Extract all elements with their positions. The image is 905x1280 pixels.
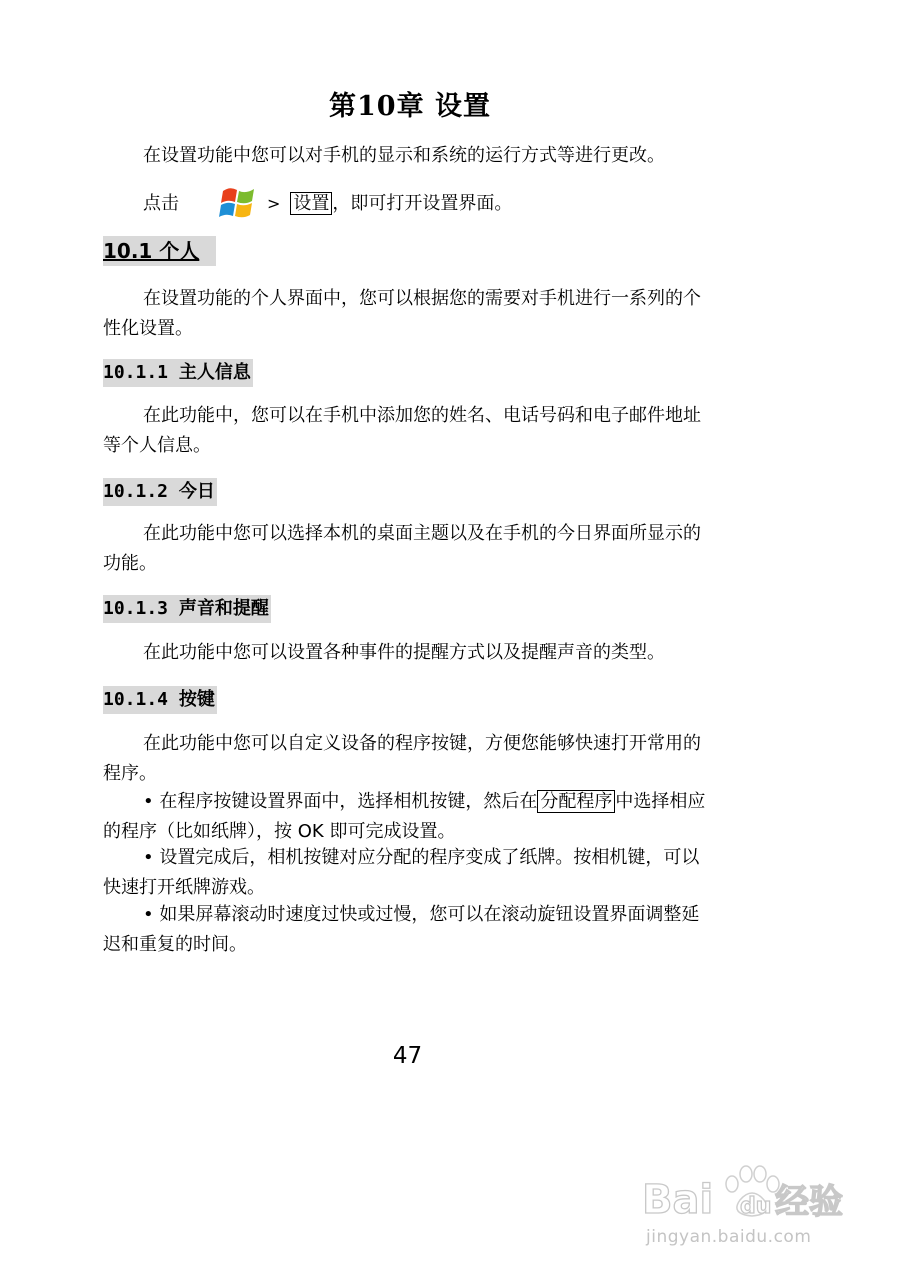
ok-key-label: OK (297, 821, 324, 842)
section-text-10-1-3: 在此功能中您可以设置各种事件的提醒方式以及提醒声音的类型。 (143, 642, 665, 663)
section-heading-10-1-4: 10.1.4 按键 (103, 686, 217, 714)
bullet-text: 即可完成设置。 (323, 821, 456, 842)
watermark-logo-bai: Bai (642, 1177, 714, 1223)
intro-instruction (103, 183, 715, 223)
section-heading-10-1: 10.1 个人 (103, 236, 216, 266)
bullet-text: 中选择相应的程序（比如纸牌），按 (103, 791, 706, 842)
watermark-logo-du: du (740, 1194, 772, 1219)
bullet-text: • 在程序按键设置界面中，选择相机按键，然后在 (143, 791, 538, 812)
section-text-10-1: 在设置功能的个人界面中，您可以根据您的需要对手机进行一系列的个性化设置。 (103, 288, 701, 339)
section-heading-10-1-2: 10.1.2 今日 (103, 478, 217, 506)
bullet-item-scroll-speed: • 如果屏幕滚动时速度过快或过慢，您可以在滚动旋钮设置界面调整延迟和重复的时间。 (103, 904, 700, 955)
watermark-logo-cn: 经验 (775, 1182, 843, 1222)
baidu-watermark (640, 1150, 860, 1250)
windows-start-icon (177, 183, 221, 223)
chapter-title: 第10章 设置 (329, 91, 491, 122)
section-text-10-1-1: 在此功能中，您可以在手机中添加您的姓名、电话号码和电子邮件地址等个人信息。 (103, 405, 701, 456)
section-text-10-1-4: 在此功能中您可以自定义设备的程序按键，方便您能够快速打开常用的程序。 (103, 733, 701, 784)
page-number: 47 (392, 1043, 423, 1069)
settings-menu-label: 设置 (290, 192, 332, 215)
section-heading-10-1-3: 10.1.3 声音和提醒 (103, 595, 271, 623)
section-text-10-1-2: 在此功能中您可以选择本机的桌面主题以及在手机的今日界面所显示的功能。 (103, 523, 701, 574)
watermark-url: jingyan.baidu.com (646, 1227, 812, 1247)
bullet-item-assign-program (103, 787, 715, 847)
bullet-item-camera-key: • 设置完成后，相机按键对应分配的程序变成了纸牌。按相机键，可以快速打开纸牌游戏。 (103, 847, 700, 898)
tap-prefix: 点击 (143, 193, 179, 214)
tap-suffix: ，即可打开设置界面。 (332, 193, 513, 214)
section-heading-10-1-1: 10.1.1 主人信息 (103, 359, 253, 387)
intro-paragraph: 在设置功能中您可以对手机的显示和系统的运行方式等进行更改。 (143, 145, 665, 166)
menu-arrow: > (267, 194, 281, 213)
assign-program-label: 分配程序 (537, 790, 615, 813)
